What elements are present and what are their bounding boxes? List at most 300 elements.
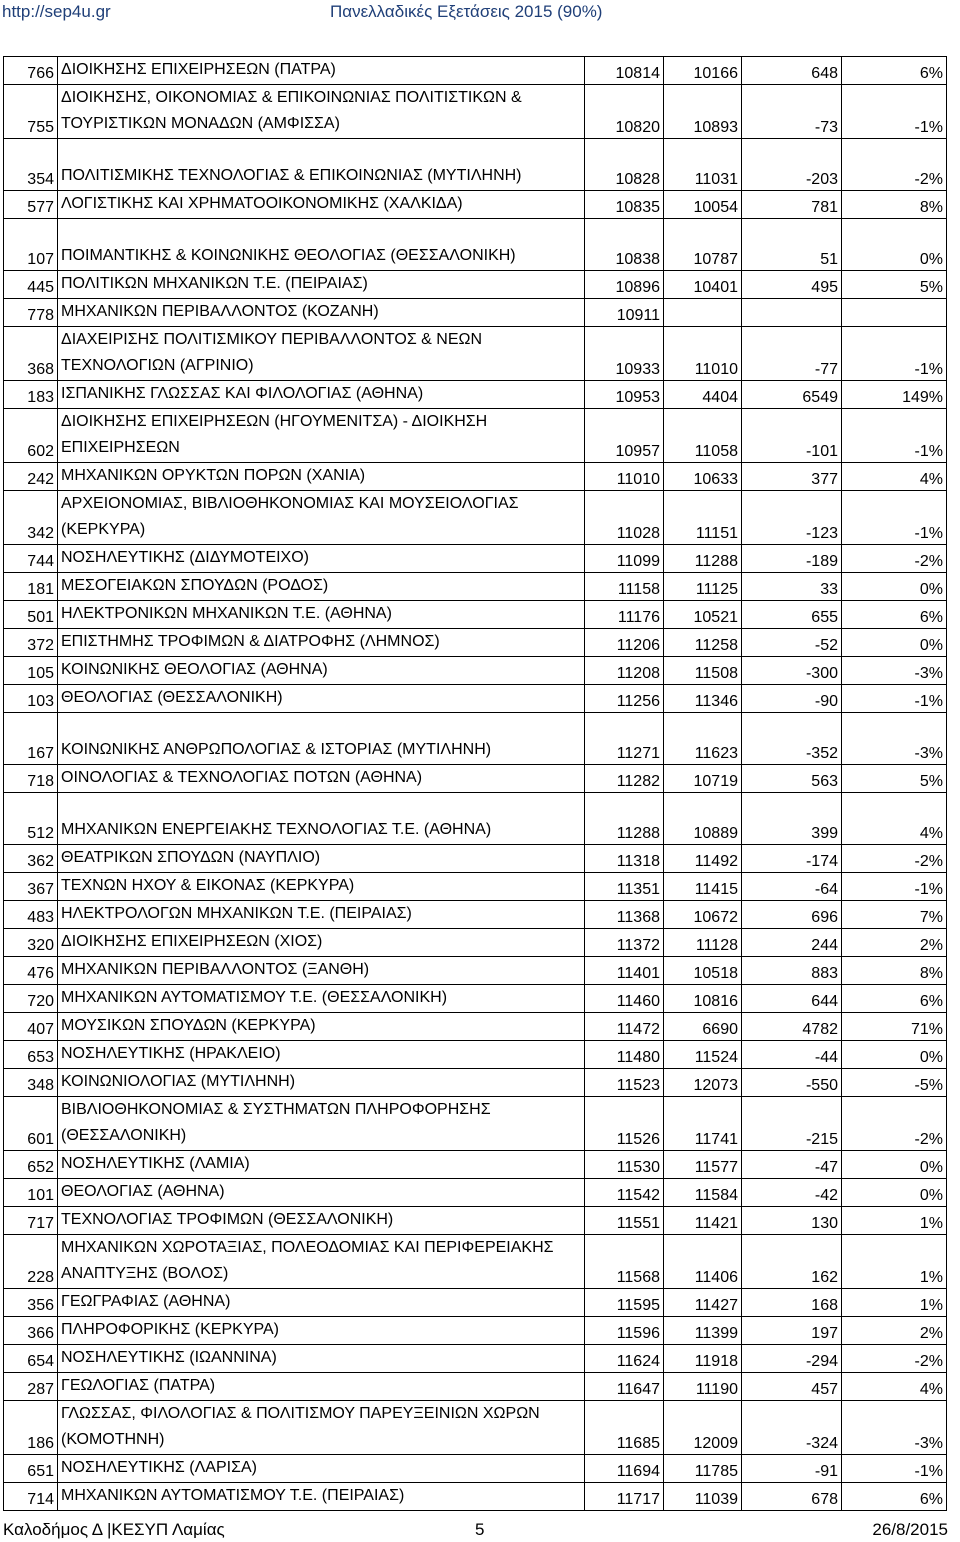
score-2014: 10787 (664, 219, 742, 271)
percent-change: 6% (842, 1483, 947, 1511)
score-2015: 10953 (585, 381, 664, 409)
department-code: 107 (4, 219, 58, 271)
department-code: 766 (4, 57, 58, 85)
score-difference: -174 (742, 845, 842, 873)
table-row (4, 1483, 947, 1511)
department-code: 103 (4, 685, 58, 713)
score-2014: 11125 (664, 573, 742, 601)
score-2014: 10672 (664, 901, 742, 929)
score-2014: 11427 (664, 1289, 742, 1317)
percent-change (842, 299, 947, 327)
department-name: ΔΙΟΙΚΗΣΗΣ ΕΠΙΧΕΙΡΗΣΕΩΝ (ΧΙΟΣ) (58, 929, 585, 957)
percent-change: 6% (842, 601, 947, 629)
score-2015: 11368 (585, 901, 664, 929)
department-name: ΑΡΧΕΙΟΝΟΜΙΑΣ, ΒΙΒΛΙΟΘΗΚΟΝΟΜΙΑΣ ΚΑΙ ΜΟΥΣΕΙΟΛΟΓΙΑΣ (ΚΕΡΚΥΡΑ) (58, 491, 585, 545)
department-name: ΔΙΟΙΚΗΣΗΣ, ΟΙΚΟΝΟΜΙΑΣ & ΕΠΙΚΟΙΝΩΝΙΑΣ ΠΟΛΙΤΙΣΤΙΚΩΝ & ΤΟΥΡΙΣΤΙΚΩΝ ΜΟΝΑΔΩΝ (ΑΜΦΙΣΣΑ) (58, 85, 585, 139)
percent-change: 7% (842, 901, 947, 929)
department-code: 186 (4, 1401, 58, 1455)
percent-change: -3% (842, 1401, 947, 1455)
percent-change: -1% (842, 327, 947, 381)
score-difference: -550 (742, 1069, 842, 1097)
department-name: ΜΗΧΑΝΙΚΩΝ ΟΡΥΚΤΩΝ ΠΟΡΩΝ (ΧΑΝΙΑ) (58, 463, 585, 491)
score-2014: 11524 (664, 1041, 742, 1069)
score-2015: 11158 (585, 573, 664, 601)
score-difference (742, 299, 842, 327)
table-row (4, 57, 947, 85)
department-code: 501 (4, 601, 58, 629)
department-code: 356 (4, 1289, 58, 1317)
department-code: 717 (4, 1207, 58, 1235)
score-2014: 11741 (664, 1097, 742, 1151)
score-2015: 11460 (585, 985, 664, 1013)
table-row (4, 327, 947, 381)
score-2015: 10828 (585, 139, 664, 191)
score-2015: 10957 (585, 409, 664, 463)
percent-change: 149% (842, 381, 947, 409)
department-name: ΝΟΣΗΛΕΥΤΙΚΗΣ (ΙΩΑΝΝΙΝΑ) (58, 1345, 585, 1373)
department-name: ΓΕΩΛΟΓΙΑΣ (ΠΑΤΡΑ) (58, 1373, 585, 1401)
score-difference: -52 (742, 629, 842, 657)
department-code: 652 (4, 1151, 58, 1179)
department-name: ΤΕΧΝΩΝ ΗΧΟΥ & ΕΙΚΟΝΑΣ (ΚΕΡΚΥΡΑ) (58, 873, 585, 901)
score-2015: 10933 (585, 327, 664, 381)
score-2015: 11176 (585, 601, 664, 629)
department-code: 354 (4, 139, 58, 191)
table-row (4, 1289, 947, 1317)
table-row (4, 219, 947, 271)
header-title: Πανελλαδικές Εξετάσεις 2015 (90%) (330, 2, 603, 21)
department-code: 483 (4, 901, 58, 929)
department-name: ΙΣΠΑΝΙΚΗΣ ΓΛΩΣΣΑΣ ΚΑΙ ΦΙΛΟΛΟΓΙΑΣ (ΑΘΗΝΑ) (58, 381, 585, 409)
score-2015: 11288 (585, 793, 664, 845)
table-row (4, 299, 947, 327)
score-2015: 11596 (585, 1317, 664, 1345)
table-row (4, 765, 947, 793)
score-2014: 11010 (664, 327, 742, 381)
score-2014: 11584 (664, 1179, 742, 1207)
table-row (4, 1345, 947, 1373)
department-code: 720 (4, 985, 58, 1013)
score-2014: 10889 (664, 793, 742, 845)
percent-change: 2% (842, 1317, 947, 1345)
department-name: ΝΟΣΗΛΕΥΤΙΚΗΣ (ΛΑΜΙΑ) (58, 1151, 585, 1179)
percent-change: -1% (842, 1455, 947, 1483)
department-code: 778 (4, 299, 58, 327)
table-row (4, 1179, 947, 1207)
department-code: 320 (4, 929, 58, 957)
score-difference: 696 (742, 901, 842, 929)
score-difference: -73 (742, 85, 842, 139)
percent-change: 0% (842, 629, 947, 657)
score-2014: 11190 (664, 1373, 742, 1401)
percent-change: 1% (842, 1207, 947, 1235)
percent-change: -3% (842, 713, 947, 765)
score-2015: 10911 (585, 299, 664, 327)
department-code: 183 (4, 381, 58, 409)
score-2014: 11577 (664, 1151, 742, 1179)
score-2015: 11647 (585, 1373, 664, 1401)
score-2015: 11480 (585, 1041, 664, 1069)
table-row (4, 409, 947, 463)
score-2014: 11785 (664, 1455, 742, 1483)
page-footer (0, 1518, 960, 1542)
department-name: ΗΛΕΚΤΡΟΛΟΓΩΝ ΜΗΧΑΝΙΚΩΝ Τ.Ε. (ΠΕΙΡΑΙΑΣ) (58, 901, 585, 929)
department-code: 714 (4, 1483, 58, 1511)
score-2014: 11415 (664, 873, 742, 901)
score-2015: 11208 (585, 657, 664, 685)
department-name: ΘΕΟΛΟΓΙΑΣ (ΑΘΗΝΑ) (58, 1179, 585, 1207)
percent-change: 0% (842, 219, 947, 271)
table-row (4, 271, 947, 299)
department-code: 181 (4, 573, 58, 601)
department-code: 654 (4, 1345, 58, 1373)
table-row (4, 901, 947, 929)
department-name: ΜΗΧΑΝΙΚΩΝ ΑΥΤΟΜΑΤΙΣΜΟΥ Τ.Ε. (ΠΕΙΡΑΙΑΣ) (58, 1483, 585, 1511)
score-2015: 11010 (585, 463, 664, 491)
department-name: ΜΗΧΑΝΙΚΩΝ ΠΕΡΙΒΑΛΛΟΝΤΟΣ (ΞΑΝΘΗ) (58, 957, 585, 985)
department-name: ΠΟΛΙΤΙΚΩΝ ΜΗΧΑΝΙΚΩΝ Τ.Ε. (ΠΕΙΡΑΙΑΣ) (58, 271, 585, 299)
score-2015: 11685 (585, 1401, 664, 1455)
score-difference: -90 (742, 685, 842, 713)
score-difference: 4782 (742, 1013, 842, 1041)
department-name: ΘΕΑΤΡΙΚΩΝ ΣΠΟΥΔΩΝ (ΝΑΥΠΛΙΟ) (58, 845, 585, 873)
score-2014: 11128 (664, 929, 742, 957)
score-2014: 11492 (664, 845, 742, 873)
score-2014: 11508 (664, 657, 742, 685)
department-code: 105 (4, 657, 58, 685)
department-name: ΛΟΓΙΣΤΙΚΗΣ ΚΑΙ ΧΡΗΜΑΤΟΟΙΚΟΝΟΜΙΚΗΣ (ΧΑΛΚΙΔΑ) (58, 191, 585, 219)
score-difference: 51 (742, 219, 842, 271)
score-difference: 33 (742, 573, 842, 601)
score-difference: 244 (742, 929, 842, 957)
department-name: ΠΟΛΙΤΙΣΜΙΚΗΣ ΤΕΧΝΟΛΟΓΙΑΣ & ΕΠΙΚΟΙΝΩΝΙΑΣ (ΜΥΤΙΛΗΝΗ) (58, 139, 585, 191)
score-2014: 10719 (664, 765, 742, 793)
percent-change: 5% (842, 271, 947, 299)
score-difference: 168 (742, 1289, 842, 1317)
score-difference: 644 (742, 985, 842, 1013)
percent-change: 2% (842, 929, 947, 957)
department-name: ΚΟΙΝΩΝΙΚΗΣ ΘΕΟΛΟΓΙΑΣ (ΑΘΗΝΑ) (58, 657, 585, 685)
score-2014: 10054 (664, 191, 742, 219)
score-difference: 377 (742, 463, 842, 491)
department-code: 342 (4, 491, 58, 545)
table-row (4, 713, 947, 765)
table-row (4, 545, 947, 573)
percent-change: 4% (842, 1373, 947, 1401)
score-2015: 11624 (585, 1345, 664, 1373)
department-code: 366 (4, 1317, 58, 1345)
score-difference: -77 (742, 327, 842, 381)
score-difference: -215 (742, 1097, 842, 1151)
score-2015: 11028 (585, 491, 664, 545)
department-name: ΔΙΑΧΕΙΡΙΣΗΣ ΠΟΛΙΤΙΣΜΙΚΟΥ ΠΕΡΙΒΑΛΛΟΝΤΟΣ & ΝΕΩΝ ΤΕΧΝΟΛΟΓΙΩΝ (ΑΓΡΙΝΙΟ) (58, 327, 585, 381)
score-2014: 11151 (664, 491, 742, 545)
department-code: 167 (4, 713, 58, 765)
department-code: 755 (4, 85, 58, 139)
score-difference: 655 (742, 601, 842, 629)
score-difference: -42 (742, 1179, 842, 1207)
department-code: 101 (4, 1179, 58, 1207)
table-row (4, 601, 947, 629)
table-row (4, 1455, 947, 1483)
scores-table-body (4, 57, 947, 1511)
score-2014: 11039 (664, 1483, 742, 1511)
table-row (4, 929, 947, 957)
score-difference: 399 (742, 793, 842, 845)
score-2014: 11031 (664, 139, 742, 191)
score-2014: 10816 (664, 985, 742, 1013)
score-2015: 10820 (585, 85, 664, 139)
department-name: ΓΕΩΓΡΑΦΙΑΣ (ΑΘΗΝΑ) (58, 1289, 585, 1317)
department-name: ΠΟΙΜΑΝΤΙΚΗΣ & ΚΟΙΝΩΝΙΚΗΣ ΘΕΟΛΟΓΙΑΣ (ΘΕΣΣΑΛΟΝΙΚΗ) (58, 219, 585, 271)
score-2014: 11399 (664, 1317, 742, 1345)
department-code: 445 (4, 271, 58, 299)
department-name: ΜΕΣΟΓΕΙΑΚΩΝ ΣΠΟΥΔΩΝ (ΡΟΔΟΣ) (58, 573, 585, 601)
department-name: ΔΙΟΙΚΗΣΗΣ ΕΠΙΧΕΙΡΗΣΕΩΝ (ΠΑΤΡΑ) (58, 57, 585, 85)
score-2015: 11694 (585, 1455, 664, 1483)
score-2015: 11372 (585, 929, 664, 957)
table-row (4, 985, 947, 1013)
percent-change: 6% (842, 57, 947, 85)
score-2015: 11256 (585, 685, 664, 713)
department-code: 651 (4, 1455, 58, 1483)
score-difference: 563 (742, 765, 842, 793)
department-name: ΟΙΝΟΛΟΓΙΑΣ & ΤΕΧΝΟΛΟΓΙΑΣ ΠΟΤΩΝ (ΑΘΗΝΑ) (58, 765, 585, 793)
header-site-url: http://sep4u.gr (2, 2, 111, 21)
score-difference: 648 (742, 57, 842, 85)
department-name: ΜΟΥΣΙΚΩΝ ΣΠΟΥΔΩΝ (ΚΕΡΚΥΡΑ) (58, 1013, 585, 1041)
department-code: 718 (4, 765, 58, 793)
table-row (4, 845, 947, 873)
department-name: ΜΗΧΑΝΙΚΩΝ ΑΥΤΟΜΑΤΙΣΜΟΥ Τ.Ε. (ΘΕΣΣΑΛΟΝΙΚΗ) (58, 985, 585, 1013)
department-name: ΚΟΙΝΩΝΙΟΛΟΓΙΑΣ (ΜΥΤΙΛΗΝΗ) (58, 1069, 585, 1097)
score-2015: 10835 (585, 191, 664, 219)
percent-change: 5% (842, 765, 947, 793)
percent-change: 8% (842, 191, 947, 219)
table-row (4, 491, 947, 545)
percent-change: 0% (842, 1179, 947, 1207)
score-difference: 457 (742, 1373, 842, 1401)
score-2014: 11288 (664, 545, 742, 573)
score-2014: 10633 (664, 463, 742, 491)
score-difference: -47 (742, 1151, 842, 1179)
department-code: 372 (4, 629, 58, 657)
score-2014: 12009 (664, 1401, 742, 1455)
score-2015: 10896 (585, 271, 664, 299)
score-2015: 11717 (585, 1483, 664, 1511)
footer-date: 26/8/2015 (872, 1520, 948, 1539)
score-2014: 11421 (664, 1207, 742, 1235)
department-name: ΔΙΟΙΚΗΣΗΣ ΕΠΙΧΕΙΡΗΣΕΩΝ (ΗΓΟΥΜΕΝΙΤΣΑ) - ΔΙΟΙΚΗΣΗ ΕΠΙΧΕΙΡΗΣΕΩΝ (58, 409, 585, 463)
score-difference: -352 (742, 713, 842, 765)
percent-change: -1% (842, 409, 947, 463)
percent-change: 1% (842, 1235, 947, 1289)
department-code: 407 (4, 1013, 58, 1041)
department-name: ΜΗΧΑΝΙΚΩΝ ΠΕΡΙΒΑΛΛΟΝΤΟΣ (ΚΟΖΑΝΗ) (58, 299, 585, 327)
percent-change: 0% (842, 573, 947, 601)
score-2015: 11551 (585, 1207, 664, 1235)
score-2015: 11401 (585, 957, 664, 985)
department-code: 512 (4, 793, 58, 845)
score-difference: -64 (742, 873, 842, 901)
percent-change: 0% (842, 1151, 947, 1179)
score-2014: 11918 (664, 1345, 742, 1373)
table-row (4, 1151, 947, 1179)
score-2015: 11595 (585, 1289, 664, 1317)
percent-change: -3% (842, 657, 947, 685)
score-difference: -91 (742, 1455, 842, 1483)
percent-change: -1% (842, 491, 947, 545)
table-row (4, 793, 947, 845)
score-difference: 495 (742, 271, 842, 299)
table-row (4, 1373, 947, 1401)
department-code: 348 (4, 1069, 58, 1097)
table-row (4, 957, 947, 985)
department-code: 242 (4, 463, 58, 491)
score-2015: 11472 (585, 1013, 664, 1041)
table-row (4, 1013, 947, 1041)
table-row (4, 1235, 947, 1289)
percent-change: -5% (842, 1069, 947, 1097)
percent-change: 8% (842, 957, 947, 985)
score-2014: 4404 (664, 381, 742, 409)
percent-change: 4% (842, 793, 947, 845)
score-2014: 11258 (664, 629, 742, 657)
score-2014: 11346 (664, 685, 742, 713)
department-name: ΕΠΙΣΤΗΜΗΣ ΤΡΟΦΙΜΩΝ & ΔΙΑΤΡΟΦΗΣ (ΛΗΜΝΟΣ) (58, 629, 585, 657)
score-2015: 11542 (585, 1179, 664, 1207)
score-2015: 11206 (585, 629, 664, 657)
score-difference: 678 (742, 1483, 842, 1511)
score-difference: 130 (742, 1207, 842, 1235)
table-row (4, 685, 947, 713)
score-2015: 11351 (585, 873, 664, 901)
score-2014: 6690 (664, 1013, 742, 1041)
score-difference: 6549 (742, 381, 842, 409)
table-row (4, 1401, 947, 1455)
department-name: ΘΕΟΛΟΓΙΑΣ (ΘΕΣΣΑΛΟΝΙΚΗ) (58, 685, 585, 713)
score-2015: 10838 (585, 219, 664, 271)
department-name: ΓΛΩΣΣΑΣ, ΦΙΛΟΛΟΓΙΑΣ & ΠΟΛΙΤΙΣΜΟΥ ΠΑΡΕΥΞΕΙΝΙΩΝ ΧΩΡΩΝ (ΚΟΜΟΤΗΝΗ) (58, 1401, 585, 1455)
table-row (4, 1041, 947, 1069)
score-2014: 10401 (664, 271, 742, 299)
percent-change: 6% (842, 985, 947, 1013)
table-row (4, 85, 947, 139)
score-2015: 11526 (585, 1097, 664, 1151)
percent-change: -1% (842, 85, 947, 139)
score-difference: -294 (742, 1345, 842, 1373)
percent-change: 0% (842, 1041, 947, 1069)
department-code: 744 (4, 545, 58, 573)
table-row (4, 573, 947, 601)
department-name: ΝΟΣΗΛΕΥΤΙΚΗΣ (ΛΑΡΙΣΑ) (58, 1455, 585, 1483)
percent-change: -1% (842, 873, 947, 901)
score-difference: 162 (742, 1235, 842, 1289)
table-row (4, 1207, 947, 1235)
table-row (4, 657, 947, 685)
department-name: ΤΕΧΝΟΛΟΓΙΑΣ ΤΡΟΦΙΜΩΝ (ΘΕΣΣΑΛΟΝΙΚΗ) (58, 1207, 585, 1235)
table-row (4, 629, 947, 657)
department-code: 287 (4, 1373, 58, 1401)
department-name: ΒΙΒΛΙΟΘΗΚΟΝΟΜΙΑΣ & ΣΥΣΤΗΜΑΤΩΝ ΠΛΗΡΟΦΟΡΗΣΗΣ (ΘΕΣΣΑΛΟΝΙΚΗ) (58, 1097, 585, 1151)
score-2015: 11318 (585, 845, 664, 873)
score-difference: 883 (742, 957, 842, 985)
score-difference: -189 (742, 545, 842, 573)
score-2015: 11271 (585, 713, 664, 765)
department-code: 368 (4, 327, 58, 381)
score-difference: 197 (742, 1317, 842, 1345)
department-code: 228 (4, 1235, 58, 1289)
score-2014: 11058 (664, 409, 742, 463)
score-2015: 11568 (585, 1235, 664, 1289)
department-name: ΝΟΣΗΛΕΥΤΙΚΗΣ (ΗΡΑΚΛΕΙΟ) (58, 1041, 585, 1069)
percent-change: -2% (842, 545, 947, 573)
score-2015: 11523 (585, 1069, 664, 1097)
footer-author: Καλοδήμος Δ |ΚΕΣΥΠ Λαμίας (3, 1520, 225, 1539)
score-2014: 10166 (664, 57, 742, 85)
score-2014: 11623 (664, 713, 742, 765)
department-name: ΜΗΧΑΝΙΚΩΝ ΕΝΕΡΓΕΙΑΚΗΣ ΤΕΧΝΟΛΟΓΙΑΣ Τ.Ε. (ΑΘΗΝΑ) (58, 793, 585, 845)
score-difference: -101 (742, 409, 842, 463)
score-2015: 10814 (585, 57, 664, 85)
score-difference: -203 (742, 139, 842, 191)
score-2014 (664, 299, 742, 327)
table-row (4, 463, 947, 491)
department-code: 362 (4, 845, 58, 873)
table-row (4, 1069, 947, 1097)
score-2014: 12073 (664, 1069, 742, 1097)
score-2015: 11282 (585, 765, 664, 793)
department-name: ΝΟΣΗΛΕΥΤΙΚΗΣ (ΔΙΔΥΜΟΤΕΙΧΟ) (58, 545, 585, 573)
score-2014: 10521 (664, 601, 742, 629)
table-row (4, 191, 947, 219)
footer-page-number: 5 (475, 1520, 485, 1539)
percent-change: 4% (842, 463, 947, 491)
department-name: ΜΗΧΑΝΙΚΩΝ ΧΩΡΟΤΑΞΙΑΣ, ΠΟΛΕΟΔΟΜΙΑΣ ΚΑΙ ΠΕΡΙΦΕΡΕΙΑΚΗΣ ΑΝΑΠΤΥΞΗΣ (ΒΟΛΟΣ) (58, 1235, 585, 1289)
table-row (4, 1317, 947, 1345)
score-difference: -44 (742, 1041, 842, 1069)
percent-change: -1% (842, 685, 947, 713)
score-2014: 11406 (664, 1235, 742, 1289)
department-name: ΗΛΕΚΤΡΟΝΙΚΩΝ ΜΗΧΑΝΙΚΩΝ Τ.Ε. (ΑΘΗΝΑ) (58, 601, 585, 629)
score-2015: 11530 (585, 1151, 664, 1179)
score-difference: -300 (742, 657, 842, 685)
percent-change: -2% (842, 1345, 947, 1373)
table-row (4, 139, 947, 191)
score-difference: -123 (742, 491, 842, 545)
percent-change: -2% (842, 139, 947, 191)
department-code: 602 (4, 409, 58, 463)
department-code: 367 (4, 873, 58, 901)
score-2014: 10893 (664, 85, 742, 139)
department-code: 476 (4, 957, 58, 985)
percent-change: 1% (842, 1289, 947, 1317)
table-row (4, 873, 947, 901)
department-name: ΠΛΗΡΟΦΟΡΙΚΗΣ (ΚΕΡΚΥΡΑ) (58, 1317, 585, 1345)
score-difference: -324 (742, 1401, 842, 1455)
score-difference: 781 (742, 191, 842, 219)
percent-change: 71% (842, 1013, 947, 1041)
score-2014: 10518 (664, 957, 742, 985)
percent-change: -2% (842, 845, 947, 873)
score-2015: 11099 (585, 545, 664, 573)
table-row (4, 1097, 947, 1151)
table-row (4, 381, 947, 409)
department-code: 601 (4, 1097, 58, 1151)
department-code: 653 (4, 1041, 58, 1069)
page-header (0, 0, 960, 26)
department-code: 577 (4, 191, 58, 219)
